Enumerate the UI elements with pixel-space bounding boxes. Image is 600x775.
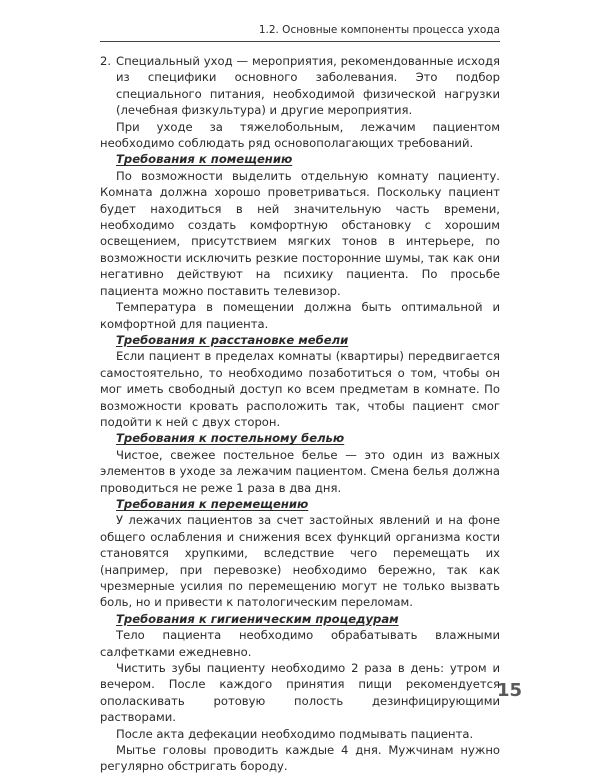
section-heading-furniture: Требования к расстановке мебели: [116, 332, 349, 347]
section-heading-bedding: Требования к постельному белью: [116, 431, 345, 446]
paragraph: Мытье головы проводить каждые 4 дня. Мужчинам нужно регулярно обстригать бороду.: [100, 743, 500, 774]
paragraph: Тело пациента необходимо обрабатывать влажными салфетками ежедневно.: [100, 628, 500, 659]
paragraph: Если пациент в пределах комнаты (квартиры) передвигается самостоятельно, то необходимо позаботиться о том, чтобы он мог иметь свободный доступ ко всем предметам в комнате. По возможности кровать расположить так, чтобы пациент смог подойти к ней с двух сторон.: [100, 349, 500, 429]
paragraph: Чистить зубы пациенту необходимо 2 раза в день: утром и вечером. После каждого принятия пищи рекомендуется ополаскивать ротовую полость дезинфицирующими растворами.: [100, 661, 500, 725]
paragraph: После акта дефекации необходимо подмывать пациента.: [116, 726, 474, 741]
section-heading-room: Требования к помещению: [116, 152, 293, 167]
numbered-list-item: [100, 53, 500, 119]
paragraph: По возможности выделить отдельную комнату пациенту. Комната должна хорошо проветриваться. Поскольку пациент будет находиться в ней значительную часть времени, необходимо создать комфортную обстановку с хорошим освещением, присутствием мягких тонов в интерьере, по возможности исключить резкие посторонние шумы, так как они негативно действуют на психику пациента. По просьбе пациента можно поставить телевизор.: [100, 168, 500, 298]
paragraph: Температура в помещении должна быть оптимальной и комфортной для пациента.: [100, 300, 500, 331]
section-heading-moving: Требования к перемещению: [116, 496, 309, 511]
page-number: 15: [496, 680, 522, 701]
paragraph: У лежачих пациентов за счет застойных явлений и на фоне общего ослабления и снижения всех функций организма кости становятся хрупкими, вследствие чего перемещать их (например, при перевозке) необходимо бережно, так как чрезмерные усилия по перемещению могут не только вызвать боль, но и привести к патологическим переломам.: [100, 513, 500, 610]
header-rule: [100, 41, 500, 42]
list-item-number: 2.: [100, 54, 112, 68]
section-heading-hygiene: Требования к гигиеническим процедурам: [116, 611, 399, 626]
running-header: 1.2. Основные компоненты процесса ухода: [258, 24, 500, 36]
intro-paragraph: При уходе за тяжелобольным, лежачим пациентом необходимо соблюдать ряд основополагающих требований.: [100, 119, 500, 151]
paragraph: Чистое, свежее постельное белье — это один из важных элементов в уходе за лежачим пациентом. Смена белья должна проводиться не реже 1 раза в два дня.: [100, 447, 500, 495]
page-body: [100, 53, 500, 775]
list-item-text: Специальный уход — мероприятия, рекомендованные исходя из специфики основного заболевания. Это подбор специального питания, необходимой физической нагрузки (лечебная физкультура) и другие мероприятия.: [116, 54, 500, 118]
